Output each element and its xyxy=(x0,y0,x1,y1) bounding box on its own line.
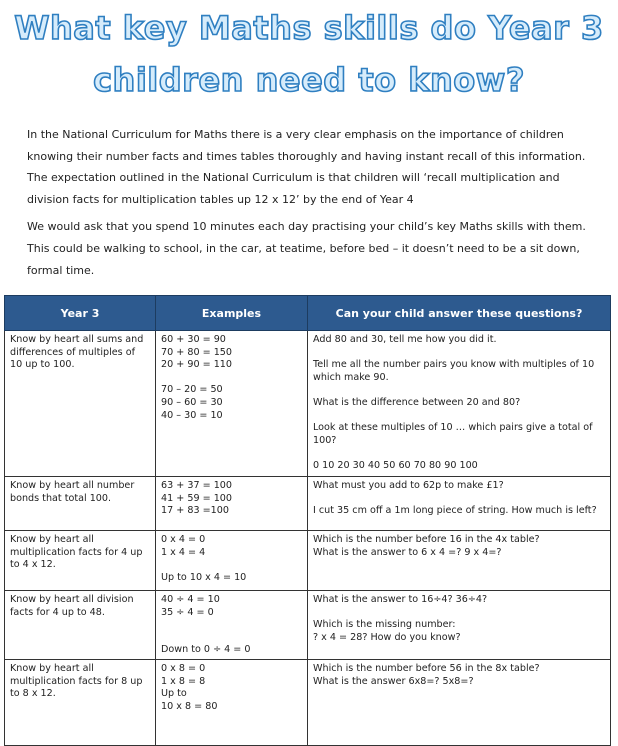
examples-cell: 0 x 4 = 0 1 x 4 = 4 Up to 10 x 4 = 10 xyxy=(156,531,308,591)
header-examples: Examples xyxy=(156,296,308,331)
title-line-1: What key Maths skills do Year 3 xyxy=(14,9,604,47)
skill-cell: Know by heart all division facts for 4 up to 48. xyxy=(5,591,156,660)
questions-cell: What is the answer to 16÷4? 36÷4? Which is the missing number: ? x 4 = 28? How do you know? xyxy=(308,591,611,660)
table-row xyxy=(5,659,611,745)
examples-cell: 0 x 8 = 0 1 x 8 = 8 Up to 10 x 8 = 80 xyxy=(156,659,308,745)
intro-paragraph-2: We would ask that you spend 10 minutes each day practising your child’s key Maths skills with them. This could be walking to school, in the car, at teatime, before bed – it doesn’t need to be a sit down, formal time. xyxy=(27,220,586,277)
table-header-row xyxy=(5,296,611,331)
page-title xyxy=(0,2,618,106)
examples-cell: 63 + 37 = 100 41 + 59 = 100 17 + 83 =100 xyxy=(156,477,308,531)
questions-cell: Which is the number before 56 in the 8x table? What is the answer 6x8=? 5x8=? xyxy=(308,659,611,745)
intro-text xyxy=(27,124,593,287)
title-line-2: children need to know? xyxy=(93,61,525,99)
skills-table xyxy=(4,295,611,746)
questions-cell: Add 80 and 30, tell me how you did it. Tell me all the number pairs you know with multiples of 10 which make 90. What is the difference between 20 and 80? Look at these multiples of 10 … which pairs give a total of 100? 0 10 20 30 40 50 60 70 80 90 100 xyxy=(308,331,611,477)
skill-cell: Know by heart all multiplication facts for 8 up to 8 x 12. xyxy=(5,659,156,745)
header-questions: Can your child answer these questions? xyxy=(308,296,611,331)
table-row xyxy=(5,591,611,660)
examples-cell: 60 + 30 = 90 70 + 80 = 150 20 + 90 = 110 70 – 20 = 50 90 – 60 = 30 40 – 30 = 10 xyxy=(156,331,308,477)
intro-paragraph-1: In the National Curriculum for Maths there is a very clear emphasis on the importance of children knowing their number facts and times tables thoroughly and having instant recall of this information. The expectation outlined in the National Curriculum is that children will ‘recall multiplication and division facts for multiplication tables up 12 x 12’ by the end of Year 4 xyxy=(27,128,586,206)
questions-cell: What must you add to 62p to make £1? I cut 35 cm off a 1m long piece of string. How much is left? xyxy=(308,477,611,531)
skill-cell: Know by heart all sums and differences of multiples of 10 up to 100. xyxy=(5,331,156,477)
skill-cell: Know by heart all multiplication facts for 4 up to 4 x 12. xyxy=(5,531,156,591)
table-row xyxy=(5,531,611,591)
table-row xyxy=(5,477,611,531)
header-year3: Year 3 xyxy=(5,296,156,331)
questions-cell: Which is the number before 16 in the 4x table? What is the answer to 6 x 4 =? 9 x 4=? xyxy=(308,531,611,591)
examples-cell: 40 ÷ 4 = 10 35 ÷ 4 = 0 Down to 0 ÷ 4 = 0 xyxy=(156,591,308,660)
skill-cell: Know by heart all number bonds that total 100. xyxy=(5,477,156,531)
table-row xyxy=(5,331,611,477)
